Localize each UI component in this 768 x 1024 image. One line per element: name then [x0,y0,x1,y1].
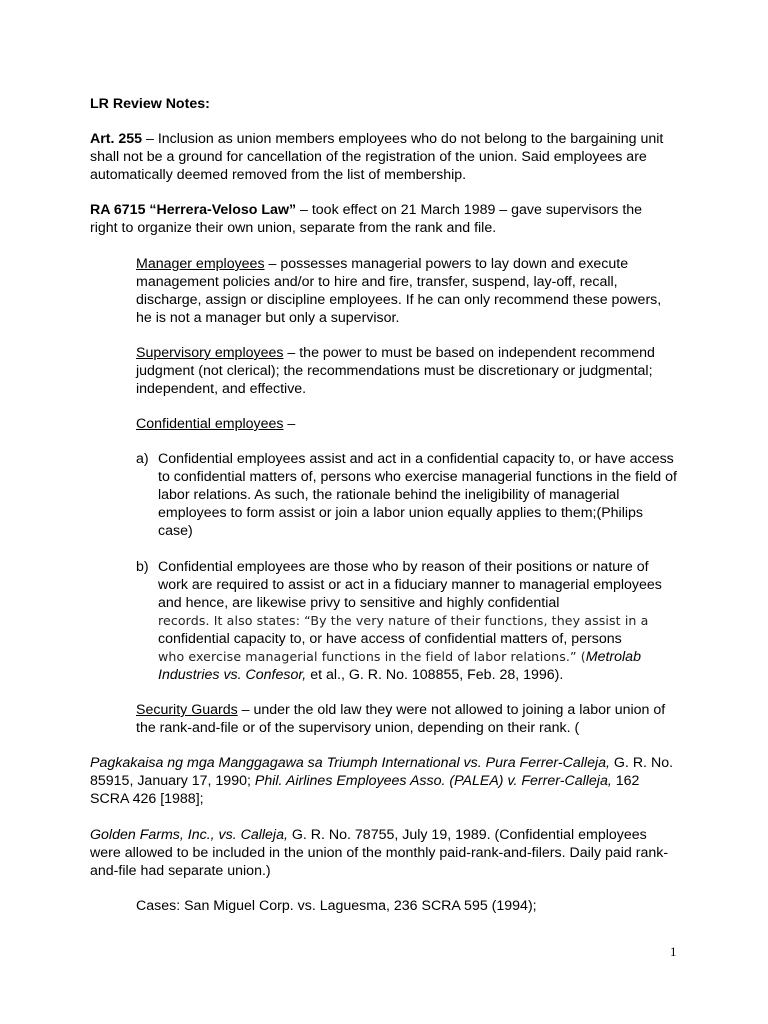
list-marker-b: b) [136,559,149,575]
golden-farms-paragraph [90,826,680,880]
metrolab-case-citation: et al., G. R. No. 108855, Feb. 28, 1996). [306,667,564,683]
security-guards-text: – under the old law they were not allowed to joining a labor union of the rank-and-file or of the supervisory union, depending on their rank. ( [136,702,666,736]
supervisory-employees-term: Supervisory employees [136,345,284,361]
document-title: LR Review Notes: [90,96,210,112]
manager-employees-paragraph [136,255,666,327]
supervisory-employees-paragraph [136,344,681,398]
security-guards-paragraph [136,701,676,737]
art-255-text: – Inclusion as union members employees who do not belong to the bargaining unit shall not be a ground for cancellation of the registration of the union. Said employees are automatically deemed removed from the list of membership. [90,131,664,183]
golden-farms-case-name: Golden Farms, Inc., vs. Calleja, [90,827,288,843]
pagkakaisa-case-name: Pagkakaisa ng mga Manggagawa sa Triumph International vs. Pura Ferrer-Calleja, [90,755,610,771]
manager-employees-term: Manager employees [136,256,265,272]
golden-farms-text: G. R. No. 78755, July 19, 1989. (Confidential employees were allowed to be included in the union of the monthly paid-rank-and-filers. Daily paid rank-and-file had separate union.) [90,827,669,879]
list-item-b-line-3: confidential capacity to, or have access of confidential matters of, persons [158,631,622,647]
confidential-employees-dash: – [283,416,296,432]
art-255-paragraph [90,130,694,184]
metrolab-case-name: Metrolab Industries vs. Confesor, [158,649,641,683]
ra-6715-paragraph [90,201,670,237]
art-255-label: Art. 255 [90,131,143,147]
list-item-b-line-4: who exercise managerial functions in the field of labor relations.” ( [158,649,586,664]
supervisory-employees-text: – the power to must be based on independent recommend judgment (not clerical); the recommendations must be discretionary or judgmental; independent, and effective. [136,345,655,397]
pagkakaisa-citation: G. R. No. 85915, January 17, 1990; [90,755,674,789]
confidential-employees-heading [136,415,636,433]
list-item-b-line-1: Confidential employees are those who by reason of their positions or nature of work are required to assist or act in a fiduciary manner to managerial employees and hence, are likewise privy to sensitive and highly confidential [158,559,662,611]
ra-6715-label: RA 6715 “Herrera-Veloso Law” [90,202,297,218]
confidential-employees-term: Confidential employees [136,416,284,432]
security-guards-term: Security Guards [136,702,238,718]
manager-employees-text: – possesses managerial powers to lay down and execute management policies and/or to hire and fire, transfer, suspend, lay-off, recall, discharge, assign or discipline employees. If he can only recommend these powers, he is not a manager but only a supervisor. [136,256,662,326]
list-item-b-line-2: records. It also states: “By the very nature of their functions, they assist in a [158,613,649,628]
ra-6715-text: – took effect on 21 March 1989 – gave supervisors the right to organize their own union, separate from the rank and file. [90,202,643,236]
list-item-b-text [158,558,678,684]
list-marker-a: a) [136,451,149,467]
pagkakaisa-paragraph [90,754,675,808]
cases-paragraph: Cases: San Miguel Corp. vs. Laguesma, 236 SCRA 595 (1994); [136,898,537,914]
palea-case-name: Phil. Airlines Employees Asso. (PALEA) v. Ferrer-Calleja, [254,773,612,789]
page-number: 1 [670,944,677,959]
palea-citation: 162 SCRA 426 [1988]; [90,773,640,807]
list-item-a-text: Confidential employees assist and act in a confidential capacity to, or have access to confidential matters of, persons who exercise managerial functions in the field of labor relations. As such, the rationale behind the ineligibility of managerial employees to form assist or join a labor union equally applies to them;(Philips case) [158,451,677,539]
